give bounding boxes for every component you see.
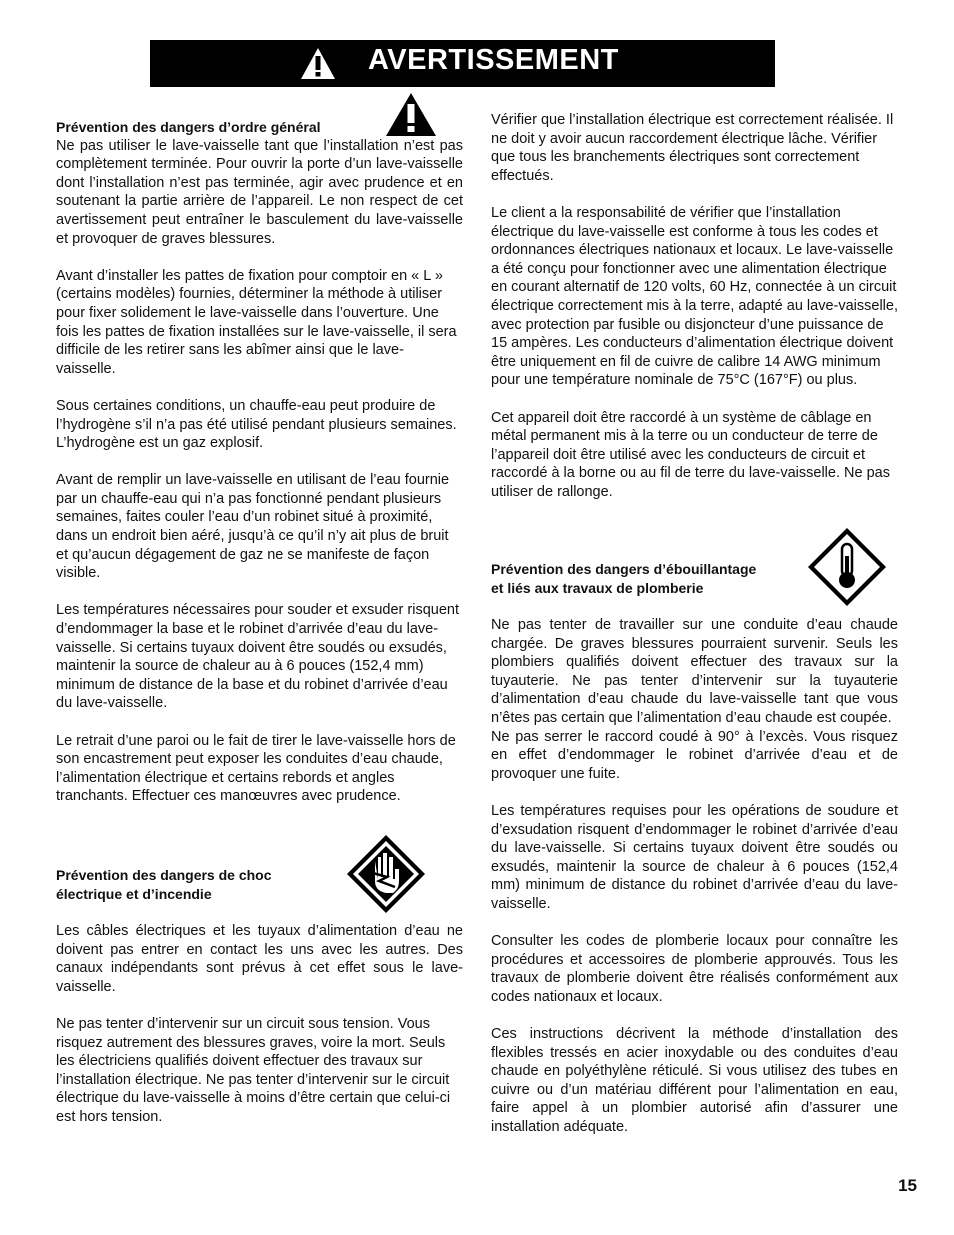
scald-paragraph-3: Consulter les codes de plomberie locaux pour connaître les procédures et accessoires de plomberie approuvés. Tous les travaux de plomberie doivent être réalisés conformément aux codes nationaux et locaux. (491, 933, 898, 1005)
page-number: 15 (898, 1176, 917, 1195)
shock-heading-line-1: Prévention des dangers de choc (56, 867, 272, 883)
general-paragraph-1: Ne pas utiliser le lave-vaisselle tant que l’installation n’est pas complètement terminée. Pour ouvrir la porte d’un lave-vaisselle dont l’installation n’est pas terminée, agir avec prudence et en soutenant la partie arrière de l’appareil. Le non respect de cet avertissement peut entraîner le basculement du lave-vaisselle et provoquer de graves blessures. (56, 137, 463, 247)
scald-paragraph-1: Ne pas tenter de travailler sur une conduite d’eau chaude chargée. De graves blessures pourraient survenir. Seuls les plombiers qualifiés doivent effectuer des travaux sur la tuyauterie. Ne pas tenter d’intervenir sur la tuyauterie d’alimentation d’eau chaude du lave-vaisselle tant que vous n’êtes pas certain que l’alimentation d’eau chaude est coupée. (491, 617, 898, 726)
general-paragraph-3: Sous certaines conditions, un chauffe-eau peut produire de l’hydrogène s’il n’a pas été utilisé pendant plusieurs semaines. L’hydrogène est un gaz explosif. (56, 397, 457, 452)
warning-banner (150, 40, 775, 87)
banner-title: AVERTISSEMENT (368, 44, 619, 76)
general-paragraph-2: Avant d’installer les pattes de fixation pour comptoir en « L » (certains modèles) fournies, déterminer la méthode à utiliser pour fixer solidement le lave-vaisselle dans l’ouverture. Une fois les pattes de fixation installées sur le lave-vaisselle, il sera difficile de les retirer sans les abîmer ainsi que le lave-vaisselle. (56, 267, 457, 377)
electrical-paragraph-1: Vérifier que l’installation électrique est correctement réalisée. Il ne doit y avoir aucun raccordement électrique lâche. Vérifier que tous les branchements électriques sont correctement effectués. (491, 112, 894, 184)
scald-heading-line-2: et liés aux travaux de plomberie (491, 579, 704, 596)
electric-shock-icon (345, 833, 427, 915)
scald-paragraph-2: Les températures requises pour les opérations de soudure et d’exsudation risquent d’endommager le robinet d’arrivée d’eau du lave-vaisselle. Si certains tuyaux doivent être soudés ou exsudés, maintenir la source de chaleur à 6 pouces (152,4 mm) minimum de distance du robinet d’arrivée d’eau du lave-vaisselle. (491, 802, 898, 912)
shock-paragraph-2: Ne pas tenter d’intervenir sur un circuit sous tension. Vous risquez autrement des blessures graves, voire la mort. Seuls les électriciens qualifiés doivent effectuer des travaux sur l’installation électrique. Ne pas tenter d’intervenir sur le circuit électrique du lave-vaisselle à moins d’être certain que celui-ci est hors tension. (56, 1015, 451, 1125)
scald-section (491, 616, 898, 1137)
scald-paragraph-1b: Ne pas serrer le raccord coudé à 90° à l’excès. Vous risquez en effet d’endommager le robinet d’arrivée d’eau et de provoquer une fuite. (491, 728, 898, 782)
scald-paragraph-4: Ces instructions décrivent la méthode d’installation des flexibles tressés en acier inoxydable ou des conduites d’eau chaude en polyéthylène réticulé. Si vous utilisez des tubes en cuivre ou d’un matériau différent pour l’alimentation en eau, faire appel à un plombier autorisé afin d’assurer une installation adéquate. (491, 1026, 898, 1136)
scald-heading (491, 560, 801, 597)
shock-heading (56, 866, 346, 903)
general-paragraph-6: Le retrait d’une paroi ou le fait de tirer le lave-vaisselle hors de son encastrement peut exposer les conduites d’eau chaude, l’alimentation électrique et certains rebords et angles tranchants. Effectuer ces manœuvres avec prudence. (56, 732, 456, 805)
right-column-electrical (491, 111, 898, 501)
warning-triangle-icon (300, 47, 336, 80)
electrical-paragraph-2: Le client a la responsabilité de vérifier que l’installation électrique du lave-vaisselle est conforme à tous les codes et ordonnances électriques nationaux et locaux. Le lave-vaisselle a été conçu pour fonctionner avec une alimentation électrique en courant alternatif de 120 volts, 60 Hz, connectée à un circuit électrique correctement mis à la terre, adapté au lave-vaisselle, avec protection par fusible ou disjoncteur d’une puissance de 15 ampères. Les conducteurs d’alimentation électrique doivent être uniquement en fil de cuivre de calibre 14 AWG minimum pour une température nominale de 75°C (167°F) ou plus. (491, 204, 898, 389)
shock-paragraph-1: Les câbles électriques et les tuyaux d’alimentation d’eau ne doivent pas entrer en contact les uns avec les autres. Des canaux indépendants sont prévus à cet effet sous le lave-vaisselle. (56, 923, 463, 995)
general-paragraph-5: Les températures nécessaires pour souder et exsuder risquent d’endommager la base et le robinet d’arrivée d’eau du lave-vaisselle. Si certains tuyaux doivent être soudés ou exsudés, maintenir la source de chaleur au à 6 pouces (152,4 mm) minimum de distance de la base et du robinet d’arrivée d’eau du lave-vaisselle. (56, 602, 459, 712)
shock-section (56, 922, 463, 1127)
left-column (56, 118, 463, 806)
electrical-paragraph-3: Cet appareil doit être raccordé à un système de câblage en métal permanent mis à la terre ou un conducteur de terre de l’appareil doit être utilisé avec les conducteurs de circuit et raccordé à la borne ou au fil de terre du lave-vaisselle. Ne pas utiliser de rallonge. (491, 409, 890, 500)
thermometer-hazard-icon (806, 526, 888, 608)
shock-heading-line-2: électrique et d’incendie (56, 885, 212, 902)
general-heading: Prévention des dangers d’ordre général (56, 119, 321, 135)
scald-heading-line-1: Prévention des dangers d’ébouillantage (491, 561, 757, 577)
general-paragraph-4: Avant de remplir un lave-vaisselle en utilisant de l’eau fournie par un chauffe-eau qui n’a pas fonctionné pendant plusieurs semaines, faites couler l’eau d’un robinet situé à proximité, dans un endroit bien aéré, jusqu’à ce qu’il n’y ait plus de bruit et qu’aucun dégagement de gaz ne se manifeste de façon visible. (56, 472, 450, 582)
